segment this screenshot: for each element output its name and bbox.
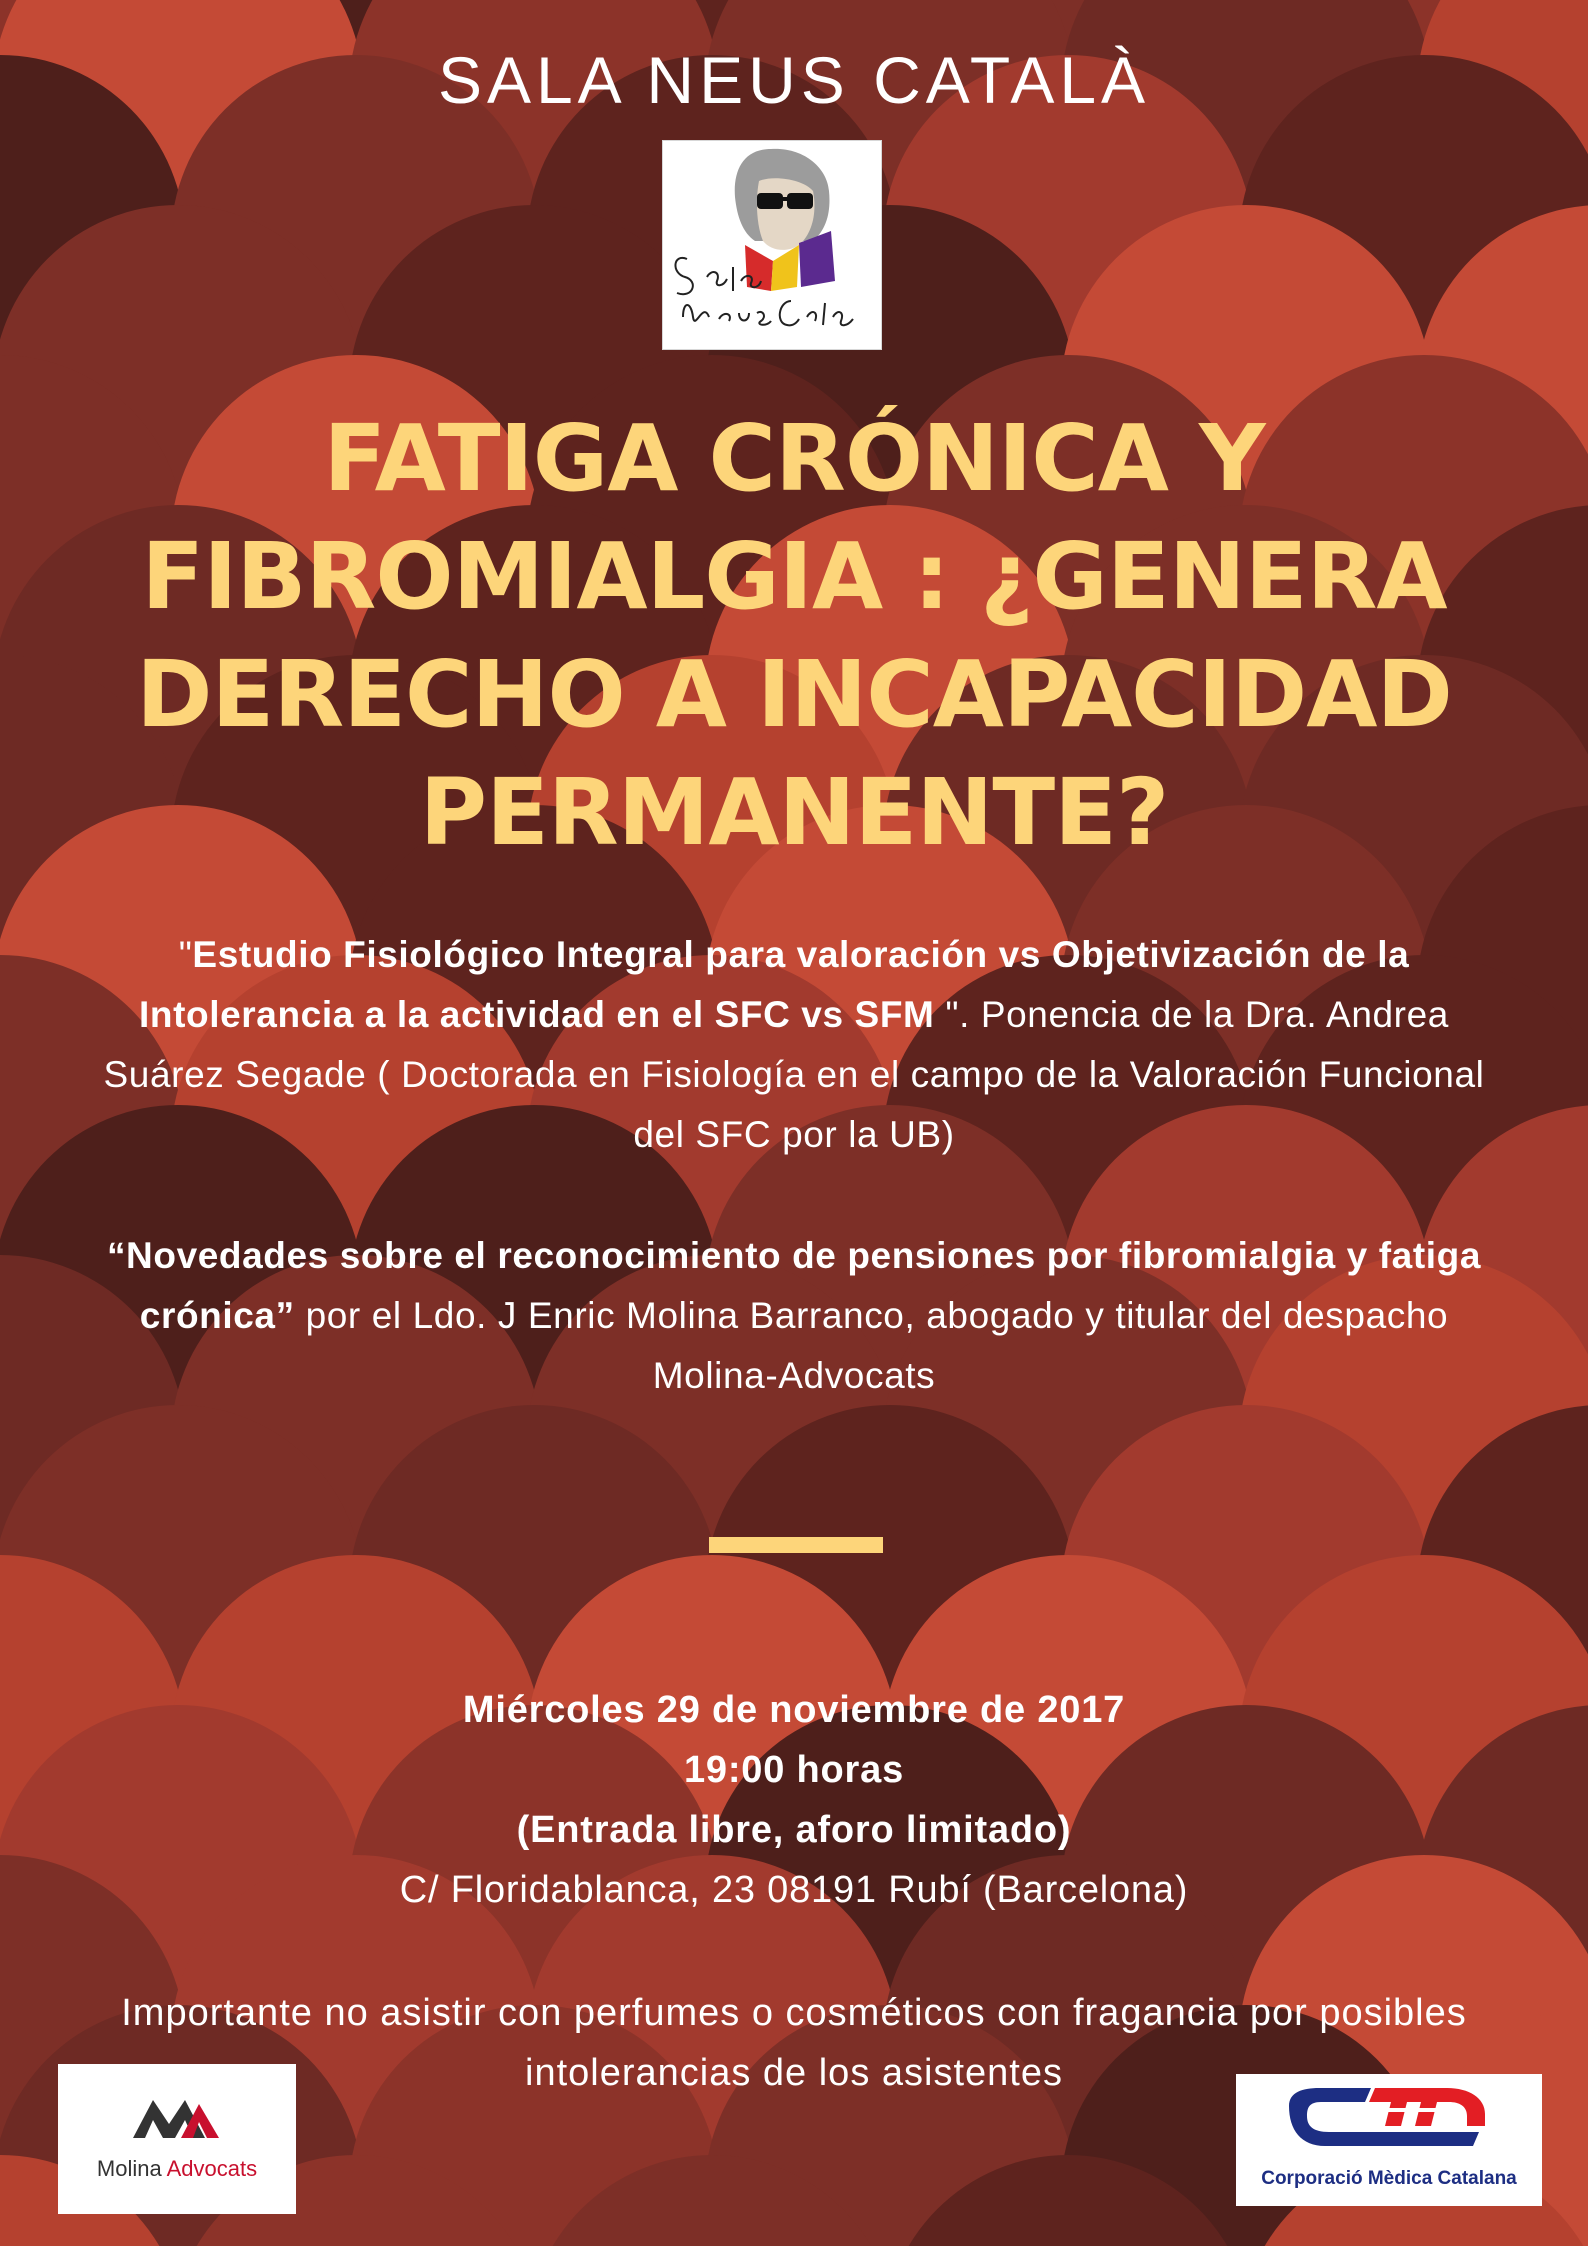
molina-name-part1: Molina <box>96 2156 167 2181</box>
talk-1-paragraph <box>90 925 1498 1165</box>
talk-2-description: por el Ldo. J Enric Molina Barranco, abogado y titular del despacho Molina-Advocats <box>305 1295 1449 1396</box>
molina-advocats-name <box>58 2156 296 2182</box>
molina-advocats-icon <box>129 2094 225 2142</box>
fragrance-notice: Importante no asistir con perfumes o cosméticos con fragancia por posibles intolerancias de los asistentes <box>121 1992 1467 2094</box>
headline <box>0 400 1588 872</box>
headline-line: PERMANENTE? <box>419 759 1169 866</box>
talk-1-description: Ponencia de la Dra. Andrea Suárez Segade ( Doctorada en Fisiología en el campo de la Valoración Funcional del SFC por la UB) <box>103 994 1485 1155</box>
talk-1-title: Estudio Fisiológico Integral para valoración vs Objetivización de la Intolerancia a la actividad en el SFC vs SFM <box>139 934 1410 1035</box>
portrait-icon <box>663 141 881 349</box>
event-entry: (Entrada libre, aforo limitado) <box>516 1809 1072 1851</box>
corporacio-medica-catalana-logo <box>1236 2074 1542 2206</box>
sala-neus-catala-logo <box>662 140 882 350</box>
talk-1-close-quote: ". <box>934 994 981 1035</box>
headline-line: FIBROMIALGIA : ¿GENERA <box>141 523 1447 630</box>
talk-2-paragraph <box>90 1226 1498 1406</box>
event-info <box>0 1680 1588 1920</box>
event-date: Miércoles 29 de noviembre de 2017 <box>462 1689 1126 1731</box>
headline-line: FATIGA CRÓNICA Y <box>323 405 1265 512</box>
corporacio-medica-catalana-icon <box>1279 2086 1499 2164</box>
divider-bar <box>709 1537 883 1553</box>
event-address: C/ Floridablanca, 23 08191 Rubí (Barcelona) <box>399 1869 1189 1911</box>
headline-line: DERECHO A INCAPACIDAD <box>136 641 1452 748</box>
molina-advocats-logo <box>58 2064 296 2214</box>
corporacio-medica-catalana-name: Corporació Mèdica Catalana <box>1261 2168 1517 2189</box>
event-time: 19:00 horas <box>683 1749 905 1791</box>
molina-name-part2: Advocats <box>166 2156 258 2181</box>
talk-2-title: “Novedades sobre el reconocimiento de pensiones por fibromialgia y fatiga crónica” <box>106 1235 1482 1336</box>
venue-title: SALA NEUS CATALÀ <box>437 43 1151 117</box>
talk-2-close-quote <box>295 1295 306 1336</box>
talk-1-open-quote: " <box>178 934 193 975</box>
